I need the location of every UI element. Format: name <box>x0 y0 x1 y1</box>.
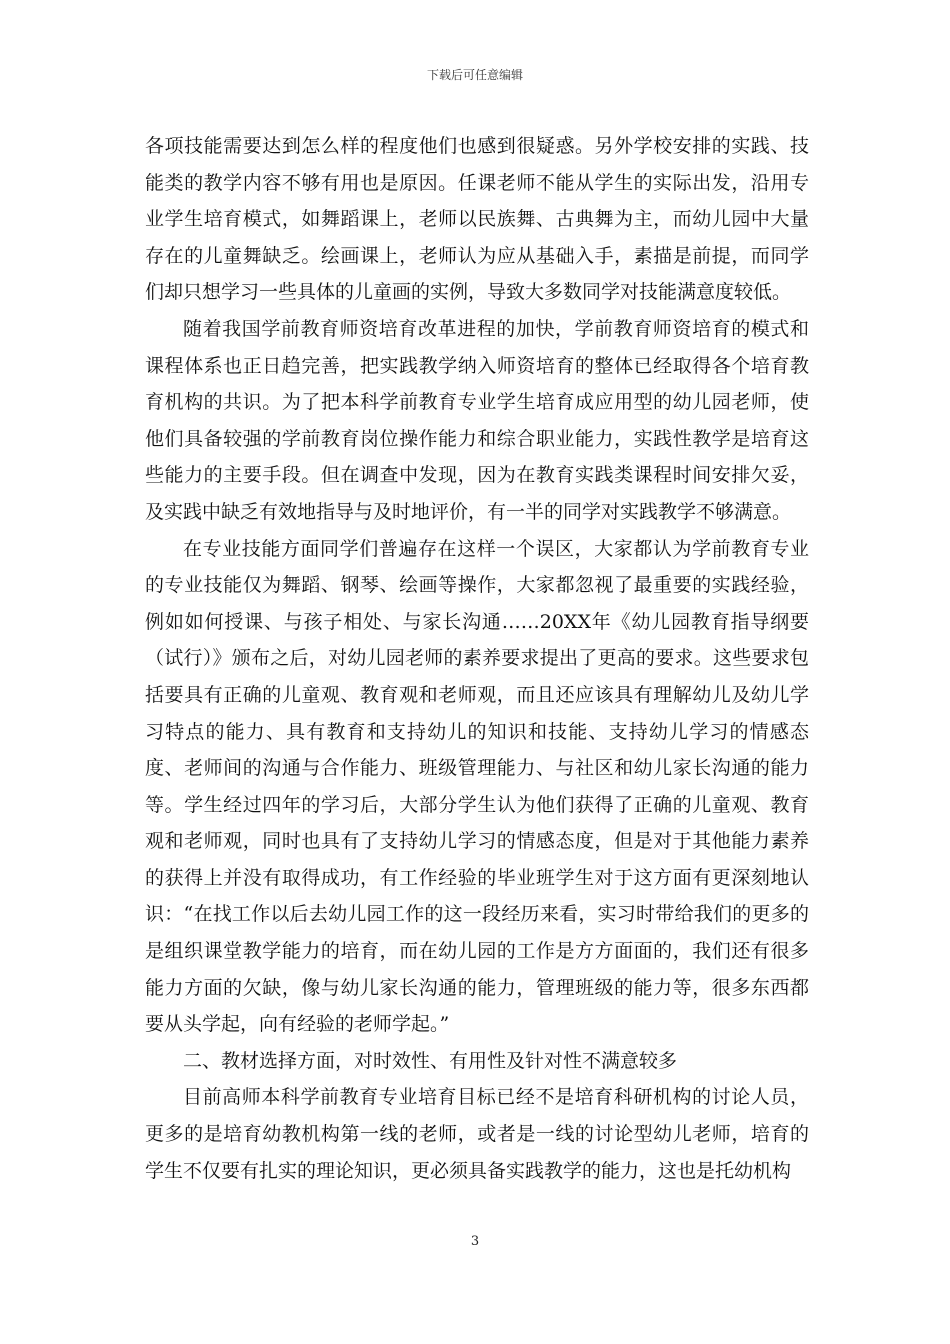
section-heading: 二、教材选择方面，对时效性、有用性及针对性不满意较多 <box>183 1049 678 1072</box>
paragraph: 各项技能需要达到怎么样的程度他们也感到很疑惑。另外学校安排的实践、技能类的教学内容不够有用也是原因。任课老师不能从学生的实际出发，沿用专业学生培育模式，如舞蹈课上，老师以民族舞、古典舞为主，而幼儿园中大量存在的儿童舞缺乏。绘画课上，老师认为应从基础入手，素描是前提，而同学们却只想学习一些具体的儿童画的实例，导致大多数同学对技能满意度较低。 <box>145 135 809 304</box>
page-number: 3 <box>470 1234 480 1249</box>
paragraph: 目前高师本科学前教育专业培育目标已经不是培育科研机构的讨论人员，更多的是培育幼教机构第一线的老师，或者是一线的讨论型幼儿老师，培育的学生不仅要有扎实的理论知识，更必须具备实践教学的能力，这也是托幼机构 <box>145 1086 809 1182</box>
paragraph: 在专业技能方面同学们普遍存在这样一个误区，大家都认为学前教育专业的专业技能仅为舞蹈、钢琴、绘画等操作，大家都忽视了最重要的实践经验，例如如何授课、与孩子相处、与家长沟通……20XX年《幼儿园教育指导纲要（试行）》颁布之后，对幼儿园老师的素养要求提出了更高的要求。这些要求包括要具有正确的儿童观、教育观和老师观，而且还应该具有理解幼儿及幼儿学习特点的能力、具有教育和支持幼儿的知识和技能、支持幼儿学习的情感态度、老师间的沟通与合作能力、班级管理能力、与社区和幼儿家长沟通的能力等。学生经过四年的学习后，大部分学生认为他们获得了正确的儿童观、教育观和老师观，同时也具有了支持幼儿学习的情感态度，但是对于其他能力素养的获得上并没有取得成功，有工作经验的毕业班学生对于这方面有更深刻地认识：“在找工作以后去幼儿园工作的这一段经历来看，实习时带给我们的更多的是组织课堂教学能力的培育，而在幼儿园的工作是方方面面的，我们还有很多能力方面的欠缺，像与幼儿家长沟通的能力，管理班级的能力等，很多东西都要从头学起，向有经验的老师学起。” <box>145 537 809 1036</box>
document-body <box>145 128 809 1189</box>
page-header: 下载后可任意编辑 <box>426 68 523 82</box>
paragraph: 随着我国学前教育师资培育改革进程的加快，学前教育师资培育的模式和课程体系也正日趋完善，把实践教学纳入师资培育的整体已经取得各个培育教育机构的共识。为了把本科学前教育专业学生培育成应用型的幼儿园老师，使他们具备较强的学前教育岗位操作能力和综合职业能力，实践性教学是培育这些能力的主要手段。但在调查中发现，因为在教育实践类课程时间安排欠妥，及实践中缺乏有效地指导与及时地评价，有一半的同学对实践教学不够满意。 <box>145 317 809 523</box>
